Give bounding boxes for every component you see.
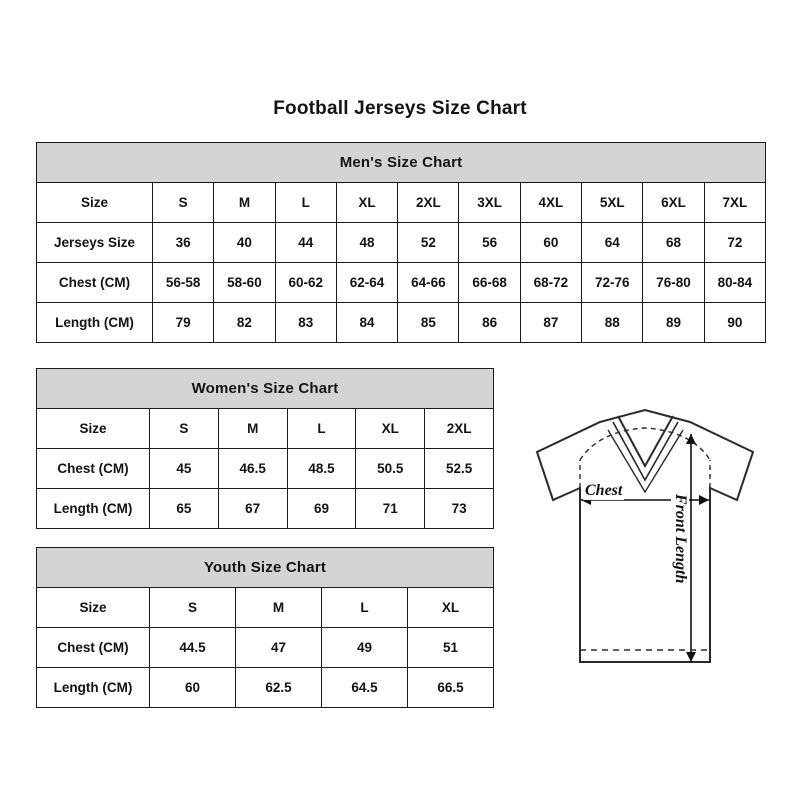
table-cell: 85 — [398, 303, 459, 343]
row-label: Chest (CM) — [37, 263, 153, 303]
table-cell: 64.5 — [322, 668, 408, 708]
table-row — [37, 628, 494, 668]
column-header: XL — [408, 588, 494, 628]
table-cell: 69 — [287, 489, 356, 529]
column-header: L — [287, 409, 356, 449]
column-header: 5XL — [582, 183, 643, 223]
row-label: Chest (CM) — [37, 449, 150, 489]
column-header: S — [153, 183, 214, 223]
chest-measure-label: Chest — [585, 482, 623, 499]
table-header-row — [37, 409, 494, 449]
mens-section-heading: Men's Size Chart — [37, 143, 766, 183]
column-header: XL — [336, 183, 397, 223]
table-row — [37, 263, 766, 303]
table-cell: 68 — [643, 223, 704, 263]
table-row — [37, 489, 494, 529]
table-cell: 64 — [582, 223, 643, 263]
table-cell: 52.5 — [425, 449, 494, 489]
table-cell: 60 — [150, 668, 236, 708]
table-cell: 44 — [275, 223, 336, 263]
table-cell: 62-64 — [336, 263, 397, 303]
table-cell: 50.5 — [356, 449, 425, 489]
youth-size-table — [36, 547, 494, 708]
column-header: 3XL — [459, 183, 520, 223]
table-cell: 66-68 — [459, 263, 520, 303]
table-cell: 52 — [398, 223, 459, 263]
table-cell: 46.5 — [218, 449, 287, 489]
womens-section-heading: Women's Size Chart — [37, 369, 494, 409]
column-header: 6XL — [643, 183, 704, 223]
table-cell: 66.5 — [408, 668, 494, 708]
table-row — [37, 303, 766, 343]
row-label: Length (CM) — [37, 668, 150, 708]
column-header: L — [322, 588, 408, 628]
table-cell: 87 — [520, 303, 581, 343]
shirt-outline — [537, 410, 753, 662]
table-cell: 72 — [704, 223, 765, 263]
column-header: M — [236, 588, 322, 628]
womens-size-table — [36, 368, 494, 529]
table-cell: 65 — [150, 489, 219, 529]
table-cell: 49 — [322, 628, 408, 668]
table-header-row — [37, 183, 766, 223]
table-cell: 89 — [643, 303, 704, 343]
column-header-size: Size — [37, 588, 150, 628]
youth-section-heading: Youth Size Chart — [37, 548, 494, 588]
table-cell: 48 — [336, 223, 397, 263]
table-section-header-row — [37, 548, 494, 588]
table-row — [37, 668, 494, 708]
v-neck-inner — [613, 422, 678, 480]
table-cell: 47 — [236, 628, 322, 668]
row-label: Chest (CM) — [37, 628, 150, 668]
table-cell: 82 — [214, 303, 275, 343]
table-row — [37, 449, 494, 489]
row-label: Length (CM) — [37, 303, 153, 343]
table-cell: 88 — [582, 303, 643, 343]
front-length-measure-label: Front Length — [672, 494, 689, 584]
column-header: 4XL — [520, 183, 581, 223]
table-cell: 60 — [520, 223, 581, 263]
table-cell: 80-84 — [704, 263, 765, 303]
chest-arrow-right — [699, 495, 709, 505]
column-header: M — [214, 183, 275, 223]
table-cell: 90 — [704, 303, 765, 343]
column-header: XL — [356, 409, 425, 449]
table-header-row — [37, 588, 494, 628]
page-title: Football Jerseys Size Chart — [273, 98, 527, 119]
column-header: M — [218, 409, 287, 449]
column-header: 7XL — [704, 183, 765, 223]
table-section-header-row — [37, 143, 766, 183]
table-cell: 48.5 — [287, 449, 356, 489]
table-cell: 56 — [459, 223, 520, 263]
womens-size-table-container — [36, 368, 493, 529]
mens-size-table-container — [36, 142, 764, 343]
table-cell: 73 — [425, 489, 494, 529]
table-cell: 86 — [459, 303, 520, 343]
table-cell: 62.5 — [236, 668, 322, 708]
table-cell: 71 — [356, 489, 425, 529]
table-cell: 76-80 — [643, 263, 704, 303]
table-cell: 45 — [150, 449, 219, 489]
table-cell: 67 — [218, 489, 287, 529]
table-row — [37, 223, 766, 263]
row-label: Length (CM) — [37, 489, 150, 529]
table-cell: 68-72 — [520, 263, 581, 303]
row-label: Jerseys Size — [37, 223, 153, 263]
table-cell: 51 — [408, 628, 494, 668]
table-cell: 84 — [336, 303, 397, 343]
column-header: S — [150, 409, 219, 449]
column-header: 2XL — [425, 409, 494, 449]
table-cell: 79 — [153, 303, 214, 343]
mens-size-table — [36, 142, 766, 343]
table-cell: 36 — [153, 223, 214, 263]
column-header-size: Size — [37, 409, 150, 449]
table-cell: 40 — [214, 223, 275, 263]
column-header: 2XL — [398, 183, 459, 223]
tshirt-icon — [505, 400, 785, 700]
table-cell: 56-58 — [153, 263, 214, 303]
table-cell: 72-76 — [582, 263, 643, 303]
jersey-measurement-diagram — [505, 400, 785, 700]
column-header: S — [150, 588, 236, 628]
table-cell: 58-60 — [214, 263, 275, 303]
column-header-size: Size — [37, 183, 153, 223]
youth-size-table-container — [36, 547, 493, 708]
table-section-header-row — [37, 369, 494, 409]
table-cell: 60-62 — [275, 263, 336, 303]
table-cell: 83 — [275, 303, 336, 343]
length-arrow-bottom — [686, 652, 696, 662]
column-header: L — [275, 183, 336, 223]
table-cell: 44.5 — [150, 628, 236, 668]
table-cell: 64-66 — [398, 263, 459, 303]
